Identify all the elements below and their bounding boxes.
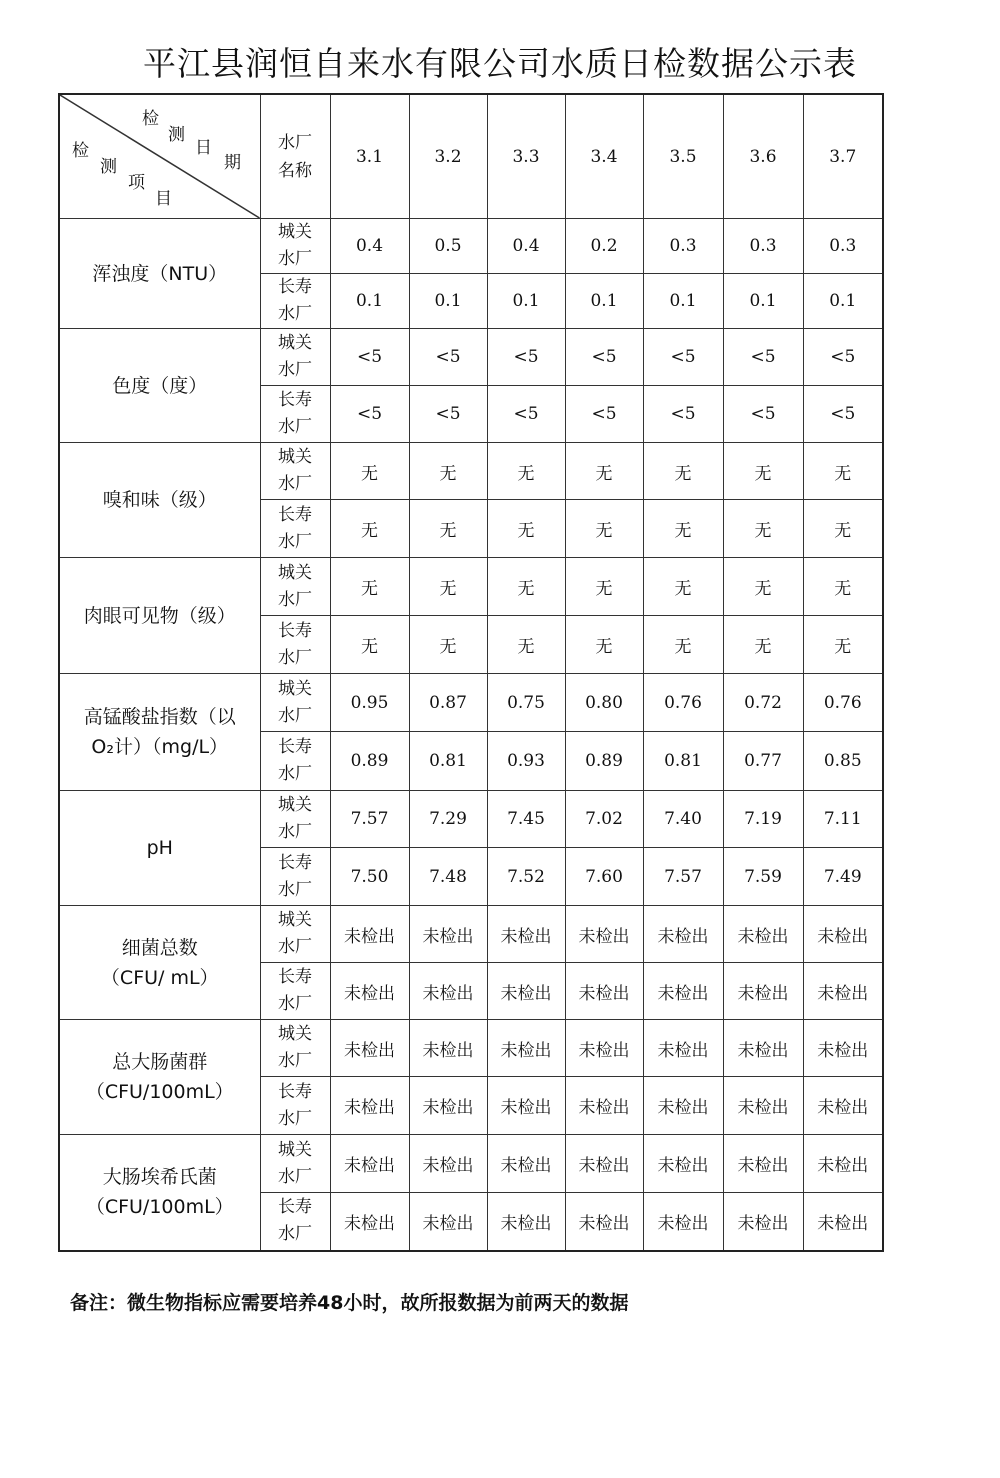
diag-date-char: 日 [195, 138, 212, 158]
value-cell: 未检出 [565, 1020, 643, 1077]
table-row [59, 1135, 883, 1193]
value-cell: 未检出 [723, 1193, 803, 1251]
value-cell: 未检出 [803, 906, 883, 963]
test-item-name-line1: 细菌总数 [121, 936, 198, 959]
value-cell: 未检出 [487, 1077, 565, 1135]
value-cell: <5 [803, 329, 883, 386]
test-item-name-line1: 浑浊度（NTU） [92, 262, 228, 285]
plant-name-line2: 水厂 [278, 304, 312, 324]
value-cell: 7.29 [409, 791, 487, 848]
plant-name [260, 674, 330, 732]
plant-name-line1: 长寿 [278, 967, 312, 987]
value-cell: <5 [409, 329, 487, 386]
value-cell: <5 [803, 386, 883, 443]
plant-name-line2: 水厂 [278, 531, 312, 552]
value-cell: 0.72 [723, 674, 803, 732]
table-row [59, 906, 883, 963]
table-row [59, 674, 883, 732]
value-cell: 0.1 [409, 274, 487, 329]
plant-name-line2: 水厂 [278, 764, 312, 784]
date-header: 3.7 [803, 94, 883, 219]
test-item-name [59, 1020, 260, 1135]
value-cell: 无 [409, 558, 487, 616]
value-cell: 未检出 [487, 1020, 565, 1077]
plant-name [260, 219, 330, 274]
plant-name [260, 848, 330, 906]
value-cell: 未检出 [803, 1077, 883, 1135]
date-header: 3.6 [723, 94, 803, 219]
plant-name-line1: 城关 [278, 333, 312, 353]
plant-name [260, 1193, 330, 1251]
value-cell: 无 [723, 558, 803, 616]
value-cell: <5 [330, 386, 409, 443]
value-cell: <5 [409, 386, 487, 443]
table-body [59, 94, 883, 1251]
plant-name-header-line1: 水厂 [278, 132, 312, 153]
value-cell: 0.1 [643, 274, 723, 329]
date-header: 3.2 [409, 94, 487, 219]
value-cell: 未检出 [409, 963, 487, 1020]
test-item-name [59, 674, 260, 791]
diagonal-header-cell [59, 94, 260, 219]
diag-item-char: 测 [100, 157, 117, 177]
value-cell: 0.3 [723, 219, 803, 274]
value-cell: 无 [487, 616, 565, 674]
value-cell: <5 [330, 329, 409, 386]
test-item-name-line1: 色度（度） [112, 374, 208, 397]
value-cell: 无 [330, 443, 409, 500]
value-cell: 无 [487, 500, 565, 558]
value-cell: 未检出 [487, 963, 565, 1020]
value-cell: 无 [409, 443, 487, 500]
value-cell: 未检出 [565, 1135, 643, 1193]
value-cell: 未检出 [643, 1077, 723, 1135]
value-cell: 无 [803, 616, 883, 674]
value-cell: 无 [723, 500, 803, 558]
plant-name-line1: 城关 [278, 222, 312, 242]
plant-name-line2: 水厂 [278, 360, 312, 380]
value-cell: 未检出 [723, 963, 803, 1020]
value-cell: 7.45 [487, 791, 565, 848]
value-cell: 未检出 [723, 1135, 803, 1193]
value-cell: 0.89 [565, 732, 643, 791]
value-cell: <5 [643, 329, 723, 386]
value-cell: 0.1 [565, 274, 643, 329]
date-header: 3.5 [643, 94, 723, 219]
plant-name [260, 443, 330, 500]
test-item-name [59, 791, 260, 906]
value-cell: 7.50 [330, 848, 409, 906]
value-cell: 0.81 [409, 732, 487, 791]
value-cell: 0.2 [565, 219, 643, 274]
value-cell: <5 [565, 329, 643, 386]
test-item-name-line1: 高锰酸盐指数（以 [83, 706, 236, 728]
table-row [59, 219, 883, 274]
value-cell: 7.60 [565, 848, 643, 906]
diag-item-char: 检 [72, 141, 89, 161]
value-cell: <5 [643, 386, 723, 443]
plant-name-line2: 水厂 [278, 249, 312, 269]
test-item-name-line1: pH [146, 837, 173, 859]
page-title: 平江县润恒自来水有限公司水质日检数据公示表 [143, 44, 857, 83]
value-cell: <5 [565, 386, 643, 443]
value-cell: 0.89 [330, 732, 409, 791]
value-cell: 无 [409, 500, 487, 558]
plant-name-line1: 城关 [278, 910, 312, 930]
date-header: 3.4 [565, 94, 643, 219]
value-cell: 0.76 [643, 674, 723, 732]
value-cell: 未检出 [643, 1193, 723, 1251]
test-item-name-line1: 总大肠菌群 [112, 1051, 208, 1073]
value-cell: 7.40 [643, 791, 723, 848]
value-cell: 未检出 [803, 1193, 883, 1251]
value-cell: 0.87 [409, 674, 487, 732]
value-cell: 未检出 [643, 1135, 723, 1193]
value-cell: 0.80 [565, 674, 643, 732]
value-cell: 无 [330, 616, 409, 674]
value-cell: 未检出 [487, 906, 565, 963]
value-cell: 7.59 [723, 848, 803, 906]
value-cell: <5 [723, 386, 803, 443]
diag-date-char: 期 [224, 153, 241, 173]
test-item-name-line1: 大肠埃希氏菌 [102, 1166, 217, 1189]
value-cell: 无 [565, 500, 643, 558]
value-cell: 未检出 [409, 1077, 487, 1135]
value-cell: 0.3 [803, 219, 883, 274]
test-item-name-line2: （CFU/100mL） [85, 1196, 234, 1219]
value-cell: 0.95 [330, 674, 409, 732]
value-cell: 未检出 [330, 1193, 409, 1251]
table-row [59, 443, 883, 500]
plant-name-line2: 水厂 [278, 937, 312, 957]
plant-name-line2: 水厂 [278, 705, 312, 726]
value-cell: 7.57 [330, 791, 409, 848]
test-item-name-line2: O₂计）（mg/L） [91, 736, 229, 758]
value-cell: 未检出 [643, 906, 723, 963]
value-cell: <5 [487, 386, 565, 443]
value-cell: 7.52 [487, 848, 565, 906]
test-item-name [59, 1135, 260, 1251]
value-cell: 未检出 [565, 963, 643, 1020]
value-cell: 未检出 [330, 1077, 409, 1135]
value-cell: 未检出 [330, 1135, 409, 1193]
value-cell: 未检出 [723, 1077, 803, 1135]
test-item-name-line2: （CFU/100mL） [85, 1081, 234, 1103]
plant-name [260, 558, 330, 616]
value-cell: 0.75 [487, 674, 565, 732]
plant-name [260, 906, 330, 963]
test-item-name-line1: 嗅和味（级） [102, 489, 217, 511]
date-header: 3.3 [487, 94, 565, 219]
value-cell: 无 [487, 443, 565, 500]
value-cell: 未检出 [409, 1193, 487, 1251]
plant-name [260, 329, 330, 386]
plant-name-line1: 城关 [278, 795, 312, 815]
value-cell: 无 [643, 616, 723, 674]
value-cell: 无 [643, 500, 723, 558]
plant-name-line2: 水厂 [278, 589, 312, 610]
value-cell: 0.4 [487, 219, 565, 274]
value-cell: 无 [723, 616, 803, 674]
value-cell: 0.1 [803, 274, 883, 329]
plant-name [260, 274, 330, 329]
value-cell: 7.49 [803, 848, 883, 906]
value-cell: 未检出 [487, 1193, 565, 1251]
header-row [59, 94, 883, 219]
plant-name-line1: 长寿 [278, 852, 312, 873]
plant-name-line1: 城关 [278, 1024, 312, 1044]
diag-item-char: 目 [155, 189, 172, 209]
plant-name [260, 732, 330, 791]
plant-name-header [260, 94, 330, 219]
value-cell: 0.93 [487, 732, 565, 791]
plant-name-line1: 长寿 [278, 277, 312, 297]
table-row [59, 558, 883, 616]
value-cell: 0.1 [723, 274, 803, 329]
value-cell: 未检出 [643, 1020, 723, 1077]
value-cell: 7.19 [723, 791, 803, 848]
value-cell: 0.3 [643, 219, 723, 274]
plant-name [260, 500, 330, 558]
plant-name-line1: 城关 [278, 447, 312, 467]
diag-item-char: 项 [128, 173, 145, 193]
value-cell: 无 [643, 443, 723, 500]
plant-name [260, 1020, 330, 1077]
plant-name [260, 963, 330, 1020]
test-item-name [59, 219, 260, 329]
table-row [59, 329, 883, 386]
value-cell: 未检出 [803, 963, 883, 1020]
date-header: 3.1 [330, 94, 409, 219]
value-cell: 7.48 [409, 848, 487, 906]
value-cell: 无 [803, 443, 883, 500]
diag-date-char: 检 [142, 109, 159, 129]
value-cell: 0.81 [643, 732, 723, 791]
value-cell: 无 [565, 558, 643, 616]
test-item-name-line2: （CFU/ mL） [100, 966, 219, 989]
plant-name [260, 616, 330, 674]
plant-name-line1: 长寿 [278, 504, 312, 525]
plant-name-line1: 长寿 [278, 737, 312, 757]
test-item-name [59, 329, 260, 443]
value-cell: 未检出 [565, 1077, 643, 1135]
value-cell: 无 [643, 558, 723, 616]
value-cell: 0.1 [487, 274, 565, 329]
plant-name-line1: 长寿 [278, 1197, 312, 1218]
plant-name-line2: 水厂 [278, 417, 312, 437]
table-row [59, 791, 883, 848]
value-cell: 7.02 [565, 791, 643, 848]
value-cell: 0.85 [803, 732, 883, 791]
value-cell: 无 [487, 558, 565, 616]
plant-name-line2: 水厂 [278, 1166, 312, 1187]
value-cell: 未检出 [330, 906, 409, 963]
value-cell: 无 [803, 558, 883, 616]
plant-name-line2: 水厂 [278, 994, 312, 1014]
plant-name [260, 1135, 330, 1193]
value-cell: 未检出 [565, 1193, 643, 1251]
value-cell: 无 [330, 500, 409, 558]
value-cell: 7.11 [803, 791, 883, 848]
value-cell: 未检出 [565, 906, 643, 963]
value-cell: 无 [565, 616, 643, 674]
value-cell: <5 [487, 329, 565, 386]
plant-name-line2: 水厂 [278, 879, 312, 900]
value-cell: 0.77 [723, 732, 803, 791]
plant-name-line1: 城关 [278, 562, 312, 583]
plant-name-line1: 长寿 [278, 620, 312, 641]
value-cell: 未检出 [487, 1135, 565, 1193]
value-cell: 无 [803, 500, 883, 558]
value-cell: 7.57 [643, 848, 723, 906]
value-cell: 0.5 [409, 219, 487, 274]
value-cell: 未检出 [723, 906, 803, 963]
value-cell: 未检出 [803, 1020, 883, 1077]
plant-name-line1: 长寿 [278, 390, 312, 410]
plant-name-line2: 水厂 [278, 1051, 312, 1071]
table-row [59, 1020, 883, 1077]
plant-name-header-line2: 名称 [278, 160, 312, 181]
value-cell: 未检出 [409, 906, 487, 963]
plant-name-line1: 长寿 [278, 1081, 312, 1102]
plant-name-line1: 城关 [278, 1139, 312, 1160]
plant-name [260, 791, 330, 848]
plant-name-line2: 水厂 [278, 822, 312, 842]
value-cell: 0.76 [803, 674, 883, 732]
value-cell: 未检出 [409, 1020, 487, 1077]
value-cell: 未检出 [330, 1020, 409, 1077]
diag-date-char: 测 [168, 125, 185, 145]
plant-name-line2: 水厂 [278, 474, 312, 494]
value-cell: 无 [330, 558, 409, 616]
test-item-name [59, 906, 260, 1020]
value-cell: 未检出 [723, 1020, 803, 1077]
plant-name-line2: 水厂 [278, 647, 312, 668]
plant-name-line1: 城关 [278, 678, 312, 699]
value-cell: 未检出 [643, 963, 723, 1020]
value-cell: 未检出 [803, 1135, 883, 1193]
footnote: 备注：微生物指标应需要培养48小时，故所报数据为前两天的数据 [70, 1292, 629, 1314]
plant-name [260, 386, 330, 443]
test-item-name [59, 443, 260, 558]
value-cell: <5 [723, 329, 803, 386]
value-cell: 未检出 [330, 963, 409, 1020]
value-cell: 无 [723, 443, 803, 500]
plant-name-line2: 水厂 [278, 1224, 312, 1245]
value-cell: 未检出 [409, 1135, 487, 1193]
value-cell: 0.1 [330, 274, 409, 329]
water-quality-table [58, 93, 884, 1252]
plant-name-line2: 水厂 [278, 1108, 312, 1129]
value-cell: 无 [409, 616, 487, 674]
value-cell: 0.4 [330, 219, 409, 274]
test-item-name [59, 558, 260, 674]
value-cell: 无 [565, 443, 643, 500]
plant-name [260, 1077, 330, 1135]
test-item-name-line1: 肉眼可见物（级） [83, 604, 236, 627]
